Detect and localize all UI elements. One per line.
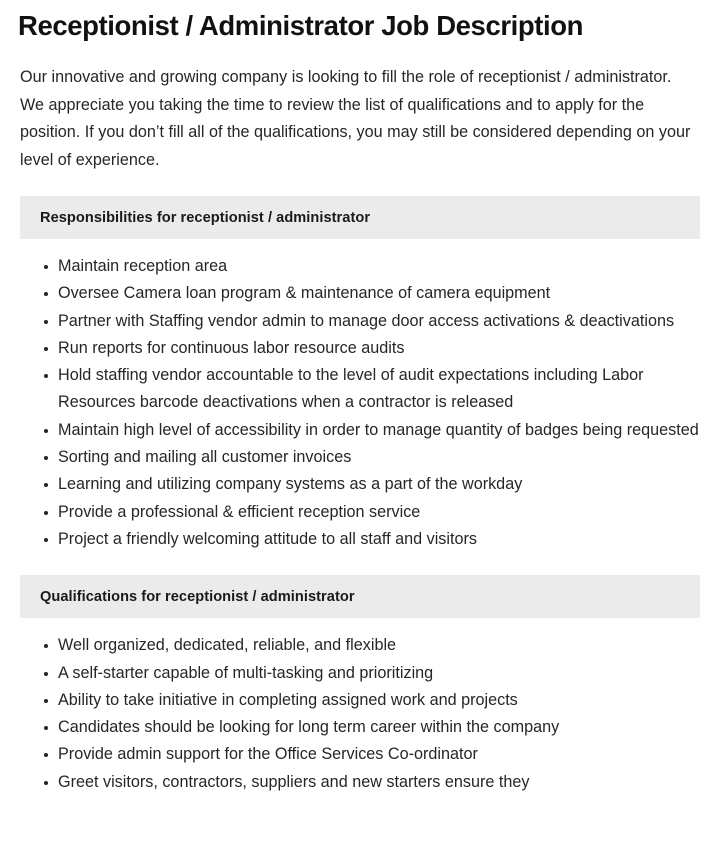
list-item: Greet visitors, contractors, suppliers and new starters ensure they	[20, 769, 700, 796]
list-item: Learning and utilizing company systems as a part of the workday	[20, 471, 700, 498]
qualifications-heading: Qualifications for receptionist / administrator	[40, 588, 355, 605]
list-item: Maintain reception area	[20, 253, 700, 280]
intro-paragraph: Our innovative and growing company is looking to fill the role of receptionist / administrator. We appreciate you taking the time to review the list of qualifications and to apply for the position. If you don’t fill all of the qualifications, you may still be considered depending on your level of experience.	[20, 68, 691, 169]
list-item: A self-starter capable of multi-tasking and prioritizing	[20, 660, 700, 687]
qualifications-list	[0, 618, 720, 796]
list-item: Ability to take initiative in completing assigned work and projects	[20, 687, 700, 714]
list-item: Candidates should be looking for long term career within the company	[20, 714, 700, 741]
responsibilities-list	[0, 239, 720, 553]
list-item: Sorting and mailing all customer invoices	[20, 444, 700, 471]
responsibilities-section	[0, 196, 720, 553]
qualifications-header-bar	[20, 575, 700, 618]
qualifications-section	[0, 575, 720, 796]
list-item: Run reports for continuous labor resource audits	[20, 335, 700, 362]
list-item: Hold staffing vendor accountable to the level of audit expectations including Labor Resources barcode deactivations when a contractor is released	[20, 362, 700, 417]
list-item: Project a friendly welcoming attitude to all staff and visitors	[20, 526, 700, 553]
list-item: Maintain high level of accessibility in order to manage quantity of badges being requested	[20, 417, 700, 444]
responsibilities-header-bar	[20, 196, 700, 239]
list-item: Oversee Camera loan program & maintenance of camera equipment	[20, 280, 700, 307]
list-item: Partner with Staffing vendor admin to manage door access activations & deactivations	[20, 308, 700, 335]
list-item: Provide a professional & efficient reception service	[20, 499, 700, 526]
list-item: Well organized, dedicated, reliable, and flexible	[20, 632, 700, 659]
page-title: Receptionist / Administrator Job Description	[18, 10, 584, 41]
responsibilities-heading: Responsibilities for receptionist / administrator	[40, 209, 371, 226]
list-item: Provide admin support for the Office Services Co-ordinator	[20, 741, 700, 768]
